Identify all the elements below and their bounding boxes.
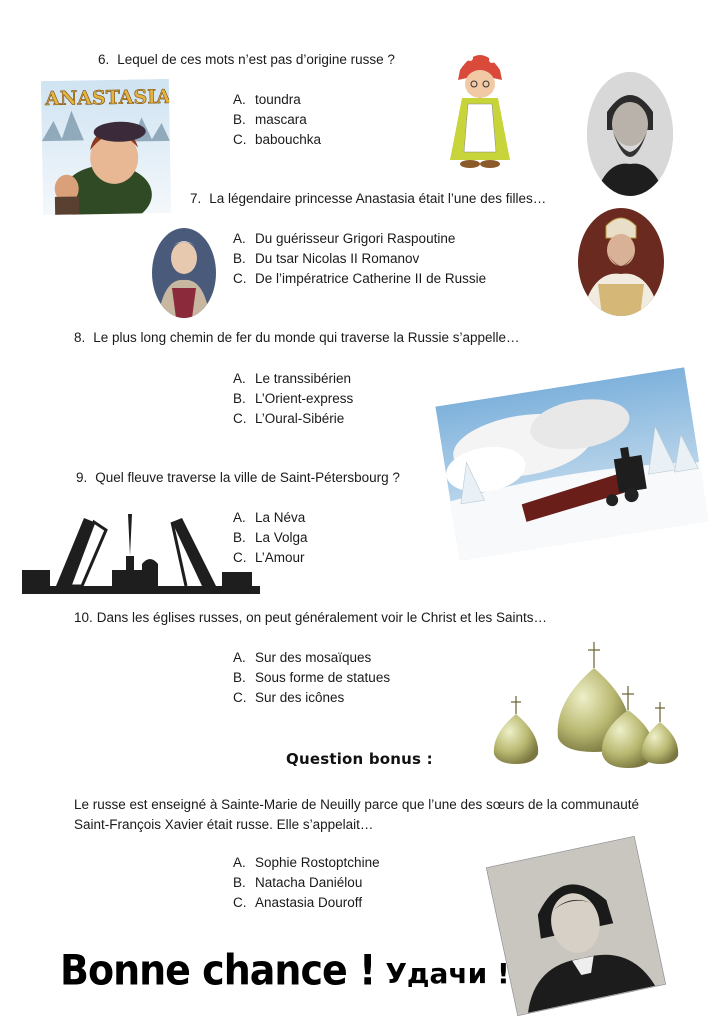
option-a: A. Sophie Rostoptchine — [233, 855, 380, 870]
good-luck-french: Bonne chance ! — [60, 945, 376, 995]
question-text: Dans les églises russes, on peut généralement voir le Christ et les Saints… — [96, 610, 547, 625]
question-number: 9. — [76, 470, 88, 485]
steam-train-image — [435, 367, 708, 561]
bonus-title: Question bonus : — [286, 750, 433, 768]
option-c: C. De l’impératrice Catherine II de Russie — [233, 271, 487, 286]
bonus-question-text: Le russe est enseigné à Sainte-Marie de Neuilly parce que l’une des sœurs de la communauté Saint-François Xavier était russe. Elle s’appelait… — [74, 797, 640, 832]
option-a: A. Du guérisseur Grigori Raspoutine — [233, 231, 456, 246]
options-bonus — [233, 853, 380, 913]
bridge-silhouette-image — [22, 510, 260, 598]
option-a: A. Sur des mosaïques — [233, 650, 372, 665]
option-b: B. mascara — [233, 112, 307, 127]
anastasia-poster-image — [41, 79, 171, 215]
nun-portrait-image — [486, 836, 666, 1016]
option-b: B. L’Orient-express — [233, 391, 354, 406]
option-b: B. La Volga — [233, 530, 308, 545]
question-10 — [74, 610, 547, 625]
options-6 — [233, 90, 321, 150]
option-c: C. babouchka — [233, 132, 322, 147]
option-c: C. Sur des icônes — [233, 690, 345, 705]
catherine-portrait-image — [152, 228, 216, 318]
option-b: B. Sous forme de statues — [233, 670, 391, 685]
option-c: C. L’Oural-Sibérie — [233, 411, 345, 426]
options-8 — [233, 369, 353, 429]
onion-domes-image — [484, 638, 688, 770]
question-text: La légendaire princesse Anastasia était l’une des filles… — [209, 191, 547, 206]
question-text: Lequel de ces mots n’est pas d’origine russe ? — [117, 52, 395, 67]
question-7 — [190, 191, 546, 206]
question-text: Quel fleuve traverse la ville de Saint-Pétersbourg ? — [95, 470, 400, 485]
good-luck-footer — [60, 945, 510, 995]
question-number: 7. — [190, 191, 202, 206]
question-number: 10. — [74, 610, 93, 625]
option-a: A. La Néva — [233, 510, 306, 525]
good-luck-russian: Удачи ! — [385, 957, 510, 990]
babushka-doll-image — [440, 40, 520, 170]
question-number: 6. — [98, 52, 110, 67]
option-c: C. L’Amour — [233, 550, 305, 565]
option-b: B. Natacha Daniélou — [233, 875, 363, 890]
option-a: A. Le transsibérien — [233, 371, 352, 386]
question-number: 8. — [74, 330, 86, 345]
option-b: B. Du tsar Nicolas II Romanov — [233, 251, 420, 266]
option-c: C. Anastasia Douroff — [233, 895, 363, 910]
question-9 — [76, 470, 400, 485]
rasputin-portrait-image — [587, 72, 673, 196]
question-6 — [98, 52, 395, 67]
poster-title: ANASTASIA — [44, 85, 172, 111]
tsar-nicholas-portrait-image — [578, 208, 664, 316]
options-10 — [233, 648, 390, 708]
question-text: Le plus long chemin de fer du monde qui traverse la Russie s’appelle… — [93, 330, 520, 345]
options-7 — [233, 229, 486, 289]
question-8 — [74, 330, 520, 345]
option-a: A. toundra — [233, 92, 301, 107]
